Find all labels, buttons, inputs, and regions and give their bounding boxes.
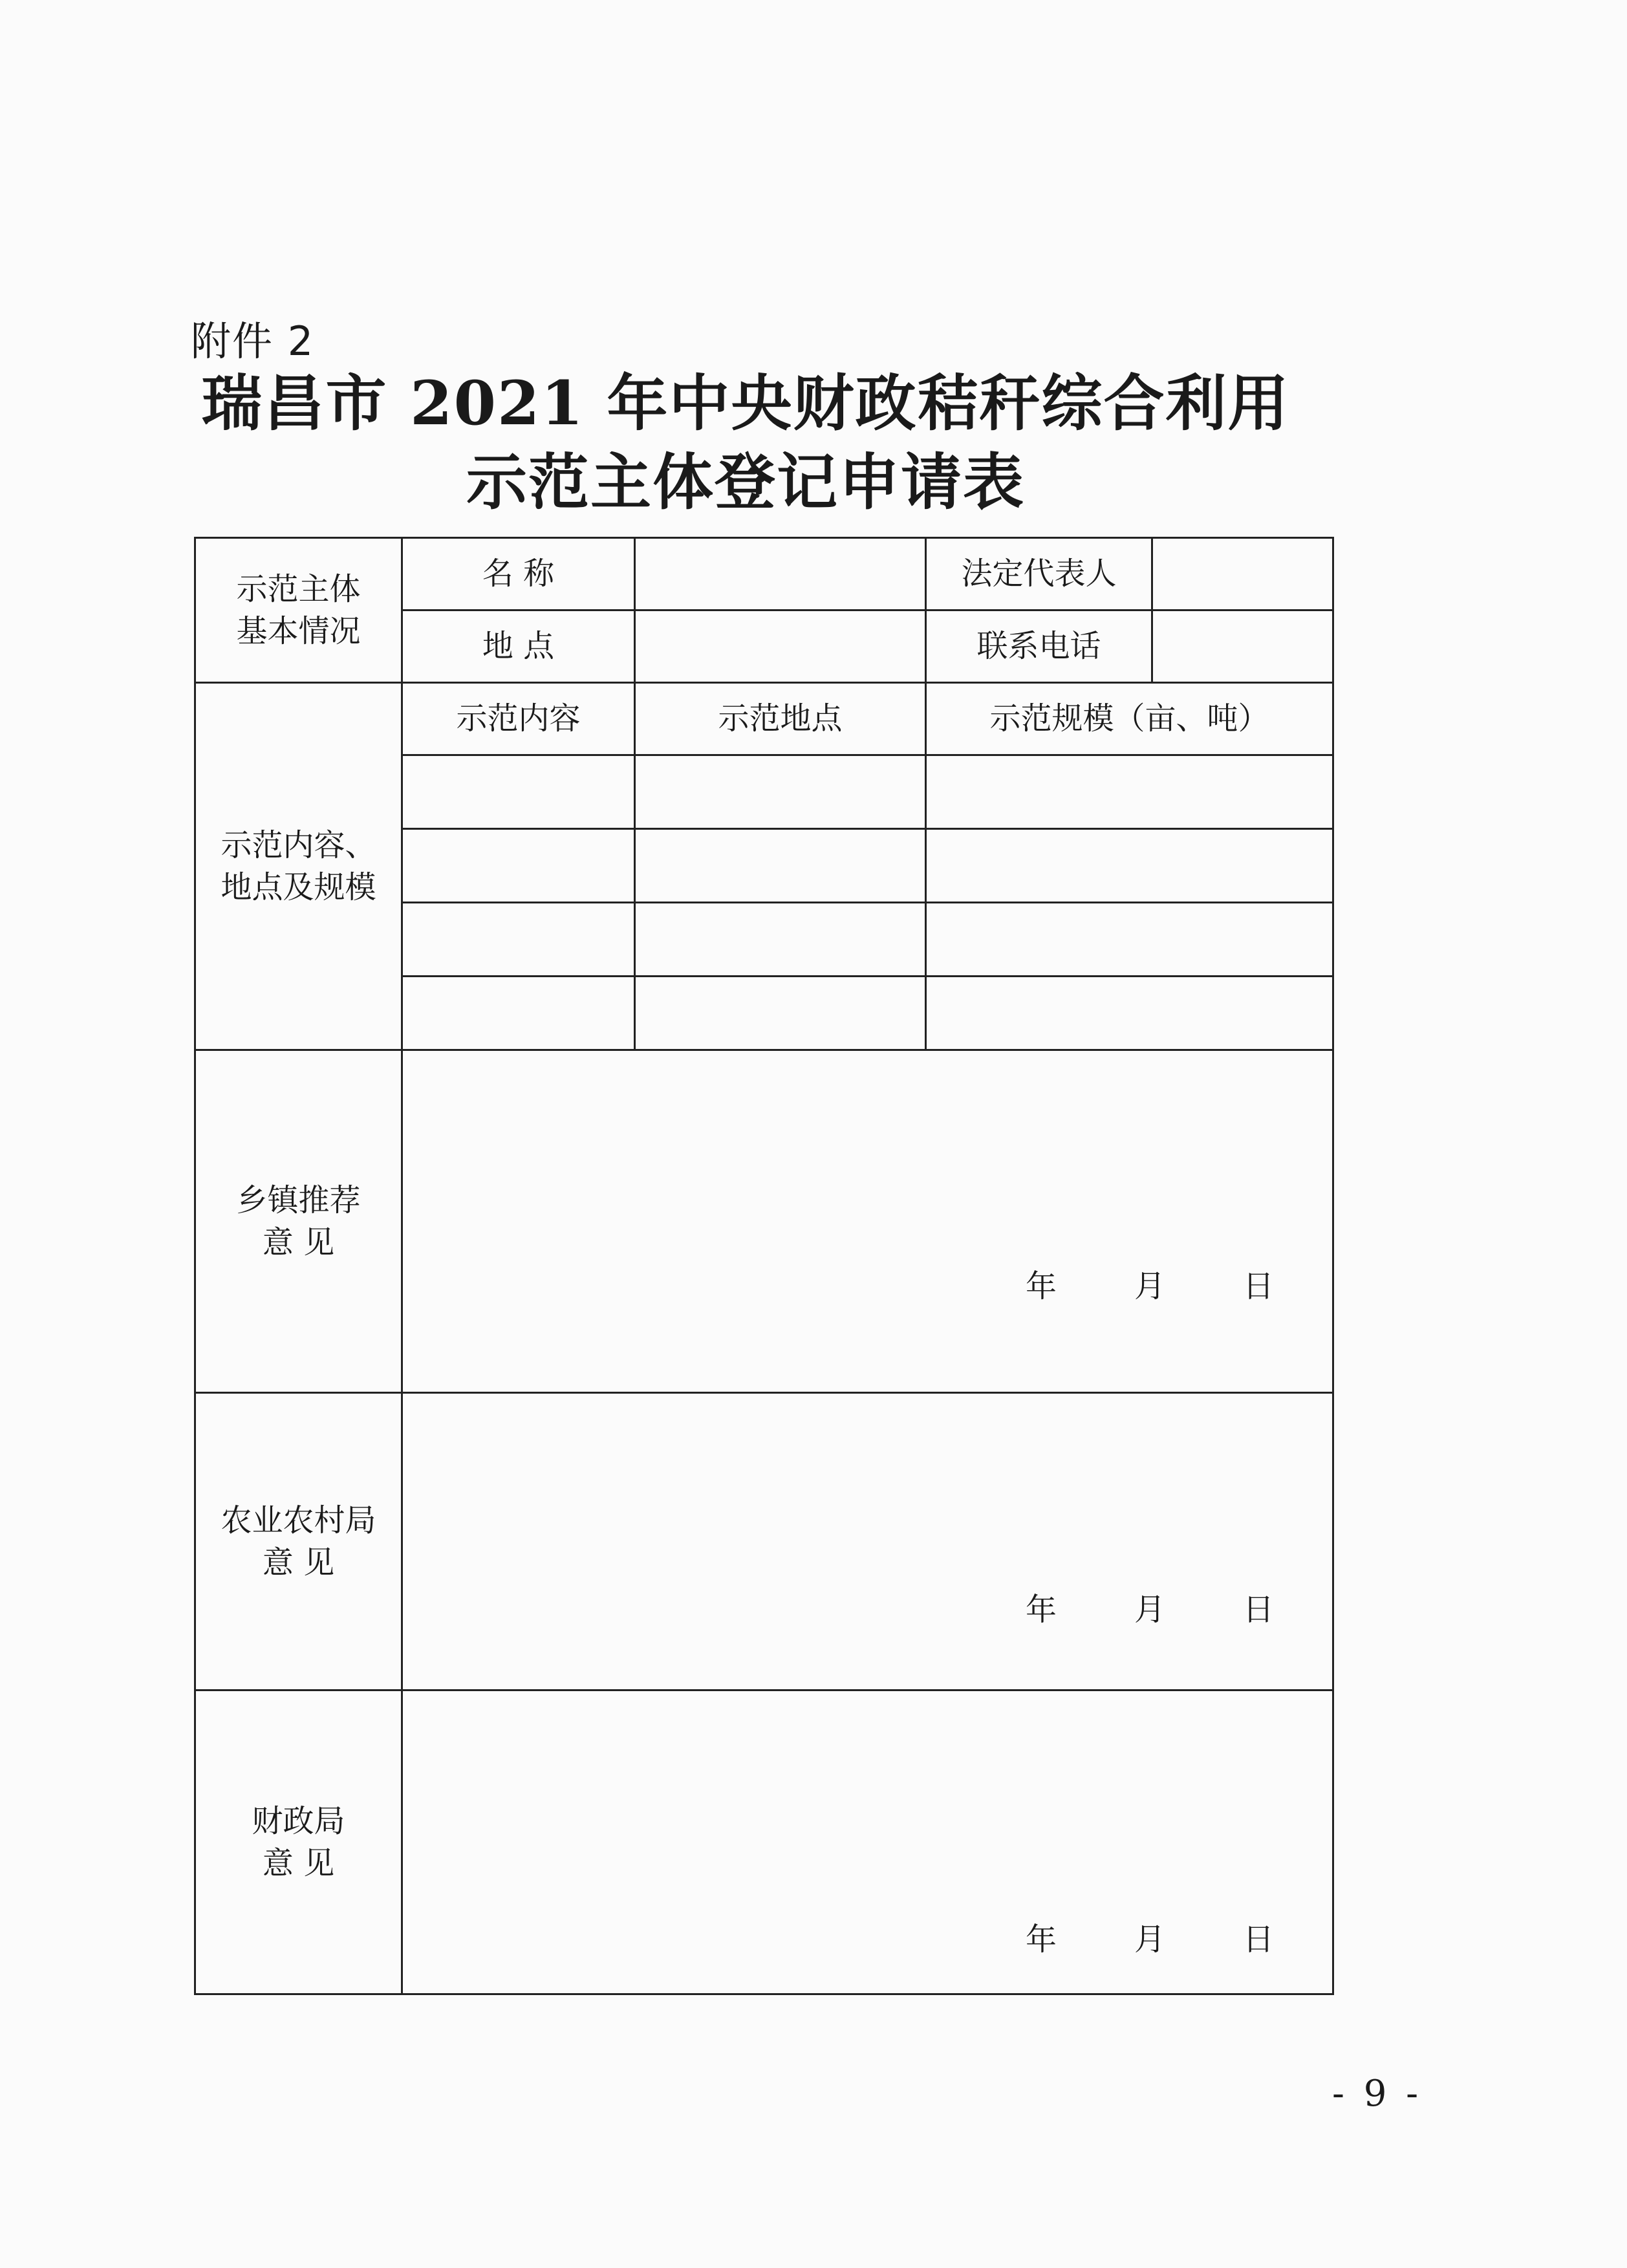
- demo-location-cell[interactable]: [635, 977, 926, 1050]
- date-year: 年: [1025, 1592, 1057, 1628]
- date-month: 月: [1134, 1921, 1165, 1958]
- agri-bureau-opinion-label: 农业农村局 意 见: [195, 1393, 402, 1690]
- agri-bureau-opinion-date: [1026, 1589, 1274, 1631]
- township-opinion-label: 乡镇推荐 意 见: [195, 1050, 402, 1393]
- date-month: 月: [1134, 1268, 1165, 1305]
- basic-info-row-1: [195, 538, 1333, 610]
- basic-info-header: 示范主体 基本情况: [195, 538, 402, 683]
- demo-scale-cell[interactable]: [926, 903, 1333, 977]
- demo-content-cell[interactable]: [402, 903, 635, 977]
- date-year: 年: [1025, 1921, 1057, 1958]
- finance-bureau-opinion-field[interactable]: [402, 1690, 1333, 1994]
- attachment-label: 附件 2: [191, 318, 315, 365]
- demo-location-cell[interactable]: [635, 755, 926, 829]
- application-form-table: [194, 537, 1334, 1995]
- name-field[interactable]: [635, 538, 926, 610]
- form-title-line1: 瑞昌市 2021 年中央财政秸秆综合利用: [201, 368, 1290, 439]
- legal-rep-label: 法定代表人: [926, 538, 1152, 610]
- finance-bureau-opinion-row: [195, 1690, 1333, 1994]
- form-title-line2: 示范主体登记申请表: [466, 447, 1025, 518]
- demo-location-column: 示范地点: [635, 683, 926, 755]
- demo-content-cell[interactable]: [402, 755, 635, 829]
- phone-label: 联系电话: [926, 610, 1152, 683]
- agri-bureau-opinion-field[interactable]: [402, 1393, 1333, 1690]
- demo-location-cell[interactable]: [635, 829, 926, 903]
- date-month: 月: [1134, 1592, 1165, 1628]
- page-number: - 9 -: [1332, 2073, 1423, 2115]
- finance-bureau-opinion-label: 财政局 意 见: [195, 1690, 402, 1994]
- demo-header: 示范内容、 地点及规模: [195, 683, 402, 1050]
- demo-content-column: 示范内容: [402, 683, 635, 755]
- demo-header-row: [195, 683, 1333, 755]
- location-field[interactable]: [635, 610, 926, 683]
- name-label: 名 称: [402, 538, 635, 610]
- finance-bureau-opinion-date: [1026, 1919, 1274, 1961]
- demo-scale-cell[interactable]: [926, 755, 1333, 829]
- phone-field[interactable]: [1152, 610, 1333, 683]
- date-day: 日: [1242, 1921, 1274, 1958]
- demo-location-cell[interactable]: [635, 903, 926, 977]
- demo-scale-cell[interactable]: [926, 829, 1333, 903]
- date-year: 年: [1025, 1268, 1057, 1305]
- date-day: 日: [1242, 1592, 1274, 1628]
- demo-scale-cell[interactable]: [926, 977, 1333, 1050]
- demo-content-cell[interactable]: [402, 977, 635, 1050]
- date-day: 日: [1242, 1268, 1274, 1305]
- demo-content-cell[interactable]: [402, 829, 635, 903]
- demo-scale-column: 示范规模（亩、吨）: [926, 683, 1333, 755]
- township-opinion-field[interactable]: [402, 1050, 1333, 1393]
- township-opinion-date: [1026, 1266, 1274, 1308]
- location-label: 地 点: [402, 610, 635, 683]
- agri-bureau-opinion-row: [195, 1393, 1333, 1690]
- legal-rep-field[interactable]: [1152, 538, 1333, 610]
- township-opinion-row: [195, 1050, 1333, 1393]
